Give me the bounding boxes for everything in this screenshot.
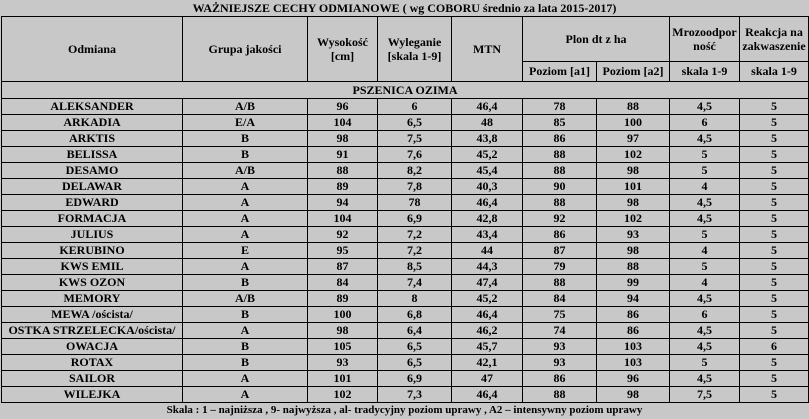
- cell-plon-a2: 86: [597, 323, 670, 339]
- cell-mrozoodpornosc: 5: [670, 355, 740, 371]
- cell-wyleganie: 6,5: [378, 339, 452, 355]
- cell-wysokosc: 95: [308, 243, 378, 259]
- cell-wyleganie: 6,9: [378, 371, 452, 387]
- cell-grupa: E: [183, 243, 308, 259]
- table-row: [2, 99, 809, 115]
- cell-mtn: 46,4: [452, 387, 523, 403]
- table-row: [2, 163, 809, 179]
- cell-mtn: 46,4: [452, 195, 523, 211]
- cell-reakcja: 5: [740, 323, 809, 339]
- cell-wysokosc: 98: [308, 131, 378, 147]
- cell-plon-a2: 98: [597, 163, 670, 179]
- cell-reakcja: 5: [740, 131, 809, 147]
- cell-mrozoodpornosc: 5: [670, 227, 740, 243]
- cell-odmiana: KWS EMIL: [2, 259, 183, 275]
- cell-plon-a1: 87: [523, 243, 597, 259]
- cell-wysokosc: 104: [308, 115, 378, 131]
- cell-mtn: 45,7: [452, 339, 523, 355]
- cell-plon-a2: 103: [597, 355, 670, 371]
- cell-reakcja: 5: [740, 275, 809, 291]
- cell-wysokosc: 94: [308, 195, 378, 211]
- cell-mrozoodpornosc: 5: [670, 147, 740, 163]
- cell-plon-a2: 88: [597, 259, 670, 275]
- table-row: [2, 275, 809, 291]
- cell-odmiana: JULIUS: [2, 227, 183, 243]
- cell-plon-a1: 86: [523, 371, 597, 387]
- cell-odmiana: FORMACJA: [2, 211, 183, 227]
- table-row: [2, 179, 809, 195]
- cell-wysokosc: 102: [308, 387, 378, 403]
- header-grupa-jakosci: Grupa jakości: [183, 17, 308, 82]
- cell-plon-a2: 96: [597, 371, 670, 387]
- cell-wysokosc: 84: [308, 275, 378, 291]
- cell-wyleganie: 7,2: [378, 227, 452, 243]
- cell-plon-a1: 92: [523, 211, 597, 227]
- table-row: [2, 259, 809, 275]
- cell-odmiana: EDWARD: [2, 195, 183, 211]
- cell-mrozoodpornosc: 4,5: [670, 291, 740, 307]
- cell-reakcja: 5: [740, 115, 809, 131]
- cell-plon-a2: 98: [597, 387, 670, 403]
- cell-reakcja: 5: [740, 99, 809, 115]
- cell-reakcja: 5: [740, 371, 809, 387]
- header-skala-reakcja: skala 1-9: [740, 62, 809, 82]
- cell-mrozoodpornosc: 4,5: [670, 195, 740, 211]
- cell-grupa: A: [183, 387, 308, 403]
- header-skala-mrozo: skala 1-9: [670, 62, 740, 82]
- cell-odmiana: MEMORY: [2, 291, 183, 307]
- cell-grupa: A: [183, 323, 308, 339]
- cell-grupa: B: [183, 339, 308, 355]
- cell-grupa: A/B: [183, 99, 308, 115]
- cell-grupa: B: [183, 131, 308, 147]
- table-row: [2, 371, 809, 387]
- cell-wyleganie: 78: [378, 195, 452, 211]
- cell-wyleganie: 6,5: [378, 355, 452, 371]
- cell-wysokosc: 89: [308, 291, 378, 307]
- header-wysokosc: Wysokość [cm]: [308, 17, 378, 82]
- cell-reakcja: 5: [740, 227, 809, 243]
- cell-reakcja: 5: [740, 291, 809, 307]
- cell-grupa: A: [183, 259, 308, 275]
- cell-mtn: 46,4: [452, 307, 523, 323]
- cell-wysokosc: 88: [308, 163, 378, 179]
- table-row: [2, 195, 809, 211]
- table-row: [2, 211, 809, 227]
- header-odmiana: Odmiana: [2, 17, 183, 82]
- cell-grupa: A/B: [183, 163, 308, 179]
- cell-wyleganie: 6,4: [378, 323, 452, 339]
- cell-wyleganie: 7,2: [378, 243, 452, 259]
- cell-mrozoodpornosc: 4,5: [670, 211, 740, 227]
- cell-reakcja: 5: [740, 195, 809, 211]
- cell-wysokosc: 91: [308, 147, 378, 163]
- cell-reakcja: 5: [740, 163, 809, 179]
- cell-odmiana: ARKTIS: [2, 131, 183, 147]
- cell-plon-a2: 101: [597, 179, 670, 195]
- cell-plon-a1: 86: [523, 227, 597, 243]
- cell-plon-a1: 90: [523, 179, 597, 195]
- header-mtn: MTN: [452, 17, 523, 82]
- cell-mrozoodpornosc: 4,5: [670, 131, 740, 147]
- cell-plon-a1: 85: [523, 115, 597, 131]
- cell-grupa: A/B: [183, 291, 308, 307]
- scale-footnote: Skala : 1 – najniższa , 9- najwyższa , al- tradycyjny poziom uprawy , A2 – intensywny poziom uprawy: [0, 403, 809, 419]
- cell-plon-a1: 84: [523, 291, 597, 307]
- cell-wysokosc: 98: [308, 323, 378, 339]
- cell-wyleganie: 7,3: [378, 387, 452, 403]
- cell-wysokosc: 93: [308, 355, 378, 371]
- cell-reakcja: 5: [740, 259, 809, 275]
- cell-reakcja: 6: [740, 339, 809, 355]
- cell-odmiana: ALEKSANDER: [2, 99, 183, 115]
- header-mrozoodpornosc: Mrozoodpor ność: [670, 17, 740, 62]
- cell-plon-a1: 93: [523, 355, 597, 371]
- cell-mrozoodpornosc: 5: [670, 163, 740, 179]
- cell-wysokosc: 101: [308, 371, 378, 387]
- section-header: PSZENICA OZIMA: [2, 82, 809, 99]
- cell-odmiana: KERUBINO: [2, 243, 183, 259]
- table-row: [2, 307, 809, 323]
- cell-wyleganie: 7,6: [378, 147, 452, 163]
- cell-mrozoodpornosc: 6: [670, 115, 740, 131]
- cell-grupa: A: [183, 227, 308, 243]
- cell-mrozoodpornosc: 4,5: [670, 371, 740, 387]
- cell-reakcja: 5: [740, 147, 809, 163]
- cell-plon-a2: 100: [597, 115, 670, 131]
- cell-grupa: B: [183, 275, 308, 291]
- cell-plon-a1: 88: [523, 163, 597, 179]
- cell-plon-a2: 103: [597, 339, 670, 355]
- cell-mtn: 47,4: [452, 275, 523, 291]
- cell-wysokosc: 87: [308, 259, 378, 275]
- cell-plon-a2: 102: [597, 211, 670, 227]
- cell-wysokosc: 96: [308, 99, 378, 115]
- cell-plon-a2: 98: [597, 195, 670, 211]
- cell-grupa: B: [183, 307, 308, 323]
- cell-wyleganie: 6: [378, 99, 452, 115]
- header-plon: Plon dt z ha: [523, 17, 670, 62]
- cell-mrozoodpornosc: 6: [670, 307, 740, 323]
- cell-plon-a1: 86: [523, 131, 597, 147]
- cell-mtn: 46,4: [452, 99, 523, 115]
- cell-reakcja: 5: [740, 243, 809, 259]
- header-reakcja: Reakcja na zakwaszenie: [740, 17, 809, 62]
- cell-plon-a2: 99: [597, 275, 670, 291]
- cell-mrozoodpornosc: 4,5: [670, 323, 740, 339]
- cell-plon-a1: 79: [523, 259, 597, 275]
- table-body: [2, 99, 809, 403]
- cell-odmiana: ROTAX: [2, 355, 183, 371]
- cell-mtn: 43,8: [452, 131, 523, 147]
- cell-grupa: B: [183, 147, 308, 163]
- cell-mrozoodpornosc: 4,5: [670, 99, 740, 115]
- cell-grupa: A: [183, 179, 308, 195]
- cell-wysokosc: 104: [308, 211, 378, 227]
- cell-plon-a2: 97: [597, 131, 670, 147]
- cell-grupa: B: [183, 355, 308, 371]
- cell-mtn: 43,4: [452, 227, 523, 243]
- variety-traits-table: [1, 16, 809, 403]
- cell-wyleganie: 8,5: [378, 259, 452, 275]
- cell-plon-a2: 86: [597, 307, 670, 323]
- cell-plon-a2: 102: [597, 147, 670, 163]
- table-row: [2, 131, 809, 147]
- cell-odmiana: KWS OZON: [2, 275, 183, 291]
- table-row: [2, 355, 809, 371]
- cell-mrozoodpornosc: 4: [670, 275, 740, 291]
- cell-wyleganie: 6,9: [378, 211, 452, 227]
- cell-mtn: 46,2: [452, 323, 523, 339]
- cell-mrozoodpornosc: 4,5: [670, 339, 740, 355]
- cell-mtn: 44: [452, 243, 523, 259]
- cell-reakcja: 5: [740, 179, 809, 195]
- cell-reakcja: 5: [740, 355, 809, 371]
- cell-odmiana: BELISSA: [2, 147, 183, 163]
- cell-odmiana: OWACJA: [2, 339, 183, 355]
- cell-wyleganie: 8,2: [378, 163, 452, 179]
- cell-plon-a1: 88: [523, 147, 597, 163]
- table-row: [2, 243, 809, 259]
- cell-grupa: A: [183, 195, 308, 211]
- cell-mtn: 48: [452, 115, 523, 131]
- table-row: [2, 339, 809, 355]
- cell-wysokosc: 100: [308, 307, 378, 323]
- cell-odmiana: MEWA /oścista/: [2, 307, 183, 323]
- header-wyleganie: Wyleganie [skala 1-9]: [378, 17, 452, 82]
- cell-odmiana: DELAWAR: [2, 179, 183, 195]
- cell-mtn: 47: [452, 371, 523, 387]
- cell-odmiana: SAILOR: [2, 371, 183, 387]
- cell-plon-a2: 88: [597, 99, 670, 115]
- cell-wysokosc: 105: [308, 339, 378, 355]
- cell-plon-a1: 88: [523, 387, 597, 403]
- cell-mrozoodpornosc: 5: [670, 259, 740, 275]
- header-poziom-a2: Poziom [a2]: [597, 62, 670, 82]
- cell-plon-a1: 75: [523, 307, 597, 323]
- table-row: [2, 115, 809, 131]
- cell-wysokosc: 89: [308, 179, 378, 195]
- cell-mtn: 42,1: [452, 355, 523, 371]
- cell-plon-a1: 93: [523, 339, 597, 355]
- table-row: [2, 323, 809, 339]
- cell-wyleganie: 7,5: [378, 131, 452, 147]
- cell-wyleganie: 7,8: [378, 179, 452, 195]
- table-row: [2, 291, 809, 307]
- cell-reakcja: 5: [740, 307, 809, 323]
- cell-plon-a2: 93: [597, 227, 670, 243]
- cell-wyleganie: 8: [378, 291, 452, 307]
- cell-plon-a1: 88: [523, 195, 597, 211]
- cell-plon-a1: 88: [523, 275, 597, 291]
- cell-mtn: 42,8: [452, 211, 523, 227]
- cell-plon-a1: 78: [523, 99, 597, 115]
- cell-grupa: E/A: [183, 115, 308, 131]
- cell-mrozoodpornosc: 7,5: [670, 387, 740, 403]
- table-row: [2, 387, 809, 403]
- cell-plon-a2: 98: [597, 243, 670, 259]
- cell-odmiana: DESAMO: [2, 163, 183, 179]
- cell-reakcja: 5: [740, 387, 809, 403]
- cell-wyleganie: 6,8: [378, 307, 452, 323]
- cell-plon-a2: 94: [597, 291, 670, 307]
- cell-mtn: 44,3: [452, 259, 523, 275]
- cell-odmiana: OSTKA STRZELECKA/oścista/: [2, 323, 183, 339]
- cell-odmiana: WILEJKA: [2, 387, 183, 403]
- cell-wyleganie: 7,4: [378, 275, 452, 291]
- cell-reakcja: 5: [740, 211, 809, 227]
- cell-mtn: 45,2: [452, 291, 523, 307]
- document-title: WAŻNIEJSZE CECHY ODMIANOWE ( wg COBORU średnio za lata 2015-2017): [192, 1, 617, 15]
- cell-mrozoodpornosc: 4: [670, 243, 740, 259]
- cell-grupa: A: [183, 371, 308, 387]
- cell-plon-a1: 74: [523, 323, 597, 339]
- cell-mtn: 40,3: [452, 179, 523, 195]
- cell-wyleganie: 6,5: [378, 115, 452, 131]
- table-row: [2, 147, 809, 163]
- header-poziom-a1: Poziom [a1]: [523, 62, 597, 82]
- cell-mtn: 45,4: [452, 163, 523, 179]
- cell-odmiana: ARKADIA: [2, 115, 183, 131]
- cell-grupa: A: [183, 211, 308, 227]
- cell-mtn: 45,2: [452, 147, 523, 163]
- cell-wysokosc: 92: [308, 227, 378, 243]
- cell-mrozoodpornosc: 4: [670, 179, 740, 195]
- table-row: [2, 227, 809, 243]
